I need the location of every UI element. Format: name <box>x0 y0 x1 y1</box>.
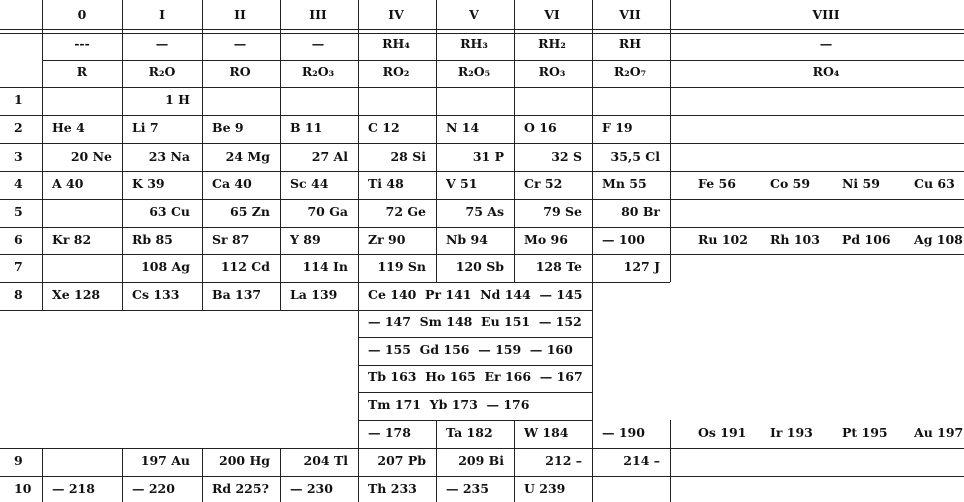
group-header: VII <box>619 7 641 22</box>
oxide-formula: RO₃ <box>538 64 566 79</box>
hydride-formula: — <box>819 36 833 51</box>
element-cell: 128 Te <box>535 259 582 274</box>
element-cell: 72 Ge <box>385 204 426 219</box>
group-viii-element: Au 197 <box>914 425 964 440</box>
element-cell: 212 – <box>545 453 582 468</box>
grid-vline <box>670 0 671 282</box>
grid-hline <box>0 171 964 172</box>
oxide-formula: RO₂ <box>382 64 410 79</box>
grid-vline <box>42 448 43 502</box>
element-cell: Cs 133 <box>132 287 180 302</box>
element-cell: 28 Si <box>390 149 426 164</box>
grid-vline <box>202 0 203 310</box>
grid-hline <box>0 282 670 283</box>
hydride-formula: — <box>155 36 169 51</box>
element-cell: 35,5 Cl <box>610 149 660 164</box>
hydride-formula: --- <box>74 36 90 51</box>
group-viii-element: Cu 63 <box>914 176 955 191</box>
element-cell: Ti 48 <box>368 176 404 191</box>
group-header: II <box>234 7 246 22</box>
grid-vline <box>202 448 203 502</box>
period-number: 3 <box>14 149 23 164</box>
hydride-formula: — <box>311 36 325 51</box>
element-cell: 32 S <box>551 149 582 164</box>
group-viii-element: Pd 106 <box>842 232 891 247</box>
element-cell: Zr 90 <box>368 232 406 247</box>
element-cell: Mn 55 <box>602 176 647 191</box>
grid-hline <box>0 87 964 88</box>
element-cell: Rd 225? <box>212 481 269 496</box>
element-cell: 70 Ga <box>307 204 348 219</box>
element-cell: Be 9 <box>212 120 244 135</box>
group-viii-element: Ag 108 <box>914 232 963 247</box>
period-number: 10 <box>14 481 32 496</box>
element-cell: K 39 <box>132 176 165 191</box>
grid-hline <box>42 60 964 61</box>
grid-vline <box>280 448 281 502</box>
element-cell: C 12 <box>368 120 400 135</box>
element-cell: — 190 <box>602 425 645 440</box>
element-cell: 108 Ag <box>141 259 190 274</box>
element-cell: 24 Mg <box>225 149 270 164</box>
element-cell: 1 H <box>165 92 190 107</box>
element-cell: — 178 <box>368 425 411 440</box>
group-viii-element: Rh 103 <box>770 232 820 247</box>
hydride-formula: RH <box>618 36 642 51</box>
group-viii-element: Ir 193 <box>770 425 813 440</box>
grid-hline <box>0 448 964 449</box>
element-cell: O 16 <box>524 120 557 135</box>
group-viii-element: Pt 195 <box>842 425 888 440</box>
element-cell: Sc 44 <box>290 176 329 191</box>
group-header: 0 <box>77 7 87 22</box>
element-cell: — 230 <box>290 481 333 496</box>
grid-hline <box>0 310 592 311</box>
hydride-formula: RH₃ <box>460 36 488 51</box>
element-cell: Ta 182 <box>446 425 493 440</box>
group-viii-element: Fe 56 <box>698 176 736 191</box>
grid-vline <box>670 420 671 502</box>
rare-earth-row: Tm 171 Yb 173 — 176 <box>368 397 530 412</box>
group-viii-element: Os 191 <box>698 425 747 440</box>
oxide-formula: R₂O₇ <box>613 64 647 79</box>
element-cell: 207 Pb <box>377 453 426 468</box>
hydride-formula: — <box>233 36 247 51</box>
element-cell: Cr 52 <box>524 176 563 191</box>
element-cell: 200 Hg <box>219 453 270 468</box>
element-cell: — 218 <box>52 481 95 496</box>
element-cell: Sr 87 <box>212 232 250 247</box>
element-cell: Rb 85 <box>132 232 173 247</box>
period-number: 4 <box>14 176 23 191</box>
group-header: VIII <box>812 7 840 22</box>
grid-hline <box>0 199 964 200</box>
element-cell: Mo 96 <box>524 232 568 247</box>
element-cell: F 19 <box>602 120 633 135</box>
element-cell: 114 In <box>302 259 348 274</box>
period-number: 7 <box>14 259 23 274</box>
element-cell: Li 7 <box>132 120 159 135</box>
group-viii-element: Co 59 <box>770 176 811 191</box>
element-cell: 27 Al <box>311 149 348 164</box>
element-cell: 119 Sn <box>377 259 426 274</box>
oxide-formula: R₂O₅ <box>457 64 491 79</box>
element-cell: — 235 <box>446 481 489 496</box>
element-cell: — 100 <box>602 232 645 247</box>
element-cell: Ca 40 <box>212 176 252 191</box>
element-cell: Kr 82 <box>52 232 92 247</box>
period-number: 1 <box>14 92 23 107</box>
oxide-formula: RO₄ <box>812 64 840 79</box>
period-number: 9 <box>14 453 23 468</box>
grid-hline <box>0 227 964 228</box>
element-cell: Nb 94 <box>446 232 488 247</box>
element-cell: 23 Na <box>148 149 190 164</box>
grid-vline <box>122 0 123 310</box>
element-cell: 63 Cu <box>149 204 190 219</box>
grid-vline <box>592 0 593 502</box>
element-cell: 65 Zn <box>230 204 270 219</box>
element-cell: Xe 128 <box>52 287 101 302</box>
rare-earth-row: Tb 163 Ho 165 Er 166 — 167 <box>368 369 583 384</box>
element-cell: V 51 <box>446 176 478 191</box>
grid-hline <box>0 254 964 255</box>
element-cell: 80 Br <box>621 204 660 219</box>
oxide-formula: R <box>76 64 88 79</box>
element-cell: B 11 <box>290 120 323 135</box>
element-cell: A 40 <box>52 176 84 191</box>
grid-vline <box>358 0 359 502</box>
header-rule <box>0 29 964 30</box>
grid-vline <box>436 0 437 282</box>
element-cell: W 184 <box>524 425 569 440</box>
element-cell: 79 Se <box>543 204 582 219</box>
group-header: III <box>309 7 327 22</box>
period-number: 8 <box>14 287 23 302</box>
rare-earth-row: Ce 140 Pr 141 Nd 144 — 145 <box>368 287 583 302</box>
element-cell: 112 Cd <box>220 259 270 274</box>
group-viii-element: Ru 102 <box>698 232 748 247</box>
grid-hline <box>358 365 592 366</box>
hydride-formula: RH₂ <box>538 36 566 51</box>
element-cell: 197 Au <box>140 453 190 468</box>
element-cell: He 4 <box>52 120 85 135</box>
group-header: IV <box>388 7 404 22</box>
grid-hline <box>0 476 964 477</box>
element-cell: 204 Tl <box>303 453 348 468</box>
element-cell: 214 – <box>623 453 660 468</box>
rare-earth-row: — 147 Sm 148 Eu 151 — 152 <box>368 314 582 329</box>
period-number: 6 <box>14 232 23 247</box>
element-cell: — 220 <box>132 481 175 496</box>
group-header: VI <box>544 7 560 22</box>
group-header: V <box>469 7 479 22</box>
header-rule <box>0 33 964 34</box>
element-cell: Ba 137 <box>212 287 262 302</box>
grid-vline <box>514 420 515 502</box>
grid-hline <box>0 143 964 144</box>
grid-hline <box>358 420 592 421</box>
grid-hline <box>0 115 964 116</box>
element-cell: 120 Sb <box>455 259 504 274</box>
oxide-formula: RO <box>229 64 251 79</box>
oxide-formula: R₂O <box>148 64 176 79</box>
element-cell: 31 P <box>472 149 504 164</box>
element-cell: U 239 <box>524 481 566 496</box>
element-cell: 75 As <box>465 204 504 219</box>
hydride-formula: RH₄ <box>382 36 410 51</box>
grid-vline <box>122 448 123 502</box>
element-cell: La 139 <box>290 287 338 302</box>
element-cell: 209 Bi <box>458 453 504 468</box>
grid-hline <box>358 337 592 338</box>
oxide-formula: R₂O₃ <box>301 64 335 79</box>
element-cell: Y 89 <box>290 232 321 247</box>
rare-earth-row: — 155 Gd 156 — 159 — 160 <box>368 342 573 357</box>
grid-hline <box>358 392 592 393</box>
group-header: I <box>159 7 165 22</box>
grid-vline <box>514 0 515 282</box>
grid-vline <box>280 0 281 310</box>
grid-vline <box>42 0 43 310</box>
period-number: 5 <box>14 204 23 219</box>
element-cell: Th 233 <box>368 481 417 496</box>
element-cell: N 14 <box>446 120 480 135</box>
period-number: 2 <box>14 120 23 135</box>
element-cell: 127 J <box>623 259 660 274</box>
element-cell: 20 Ne <box>70 149 112 164</box>
group-viii-element: Ni 59 <box>842 176 880 191</box>
grid-vline <box>436 420 437 502</box>
